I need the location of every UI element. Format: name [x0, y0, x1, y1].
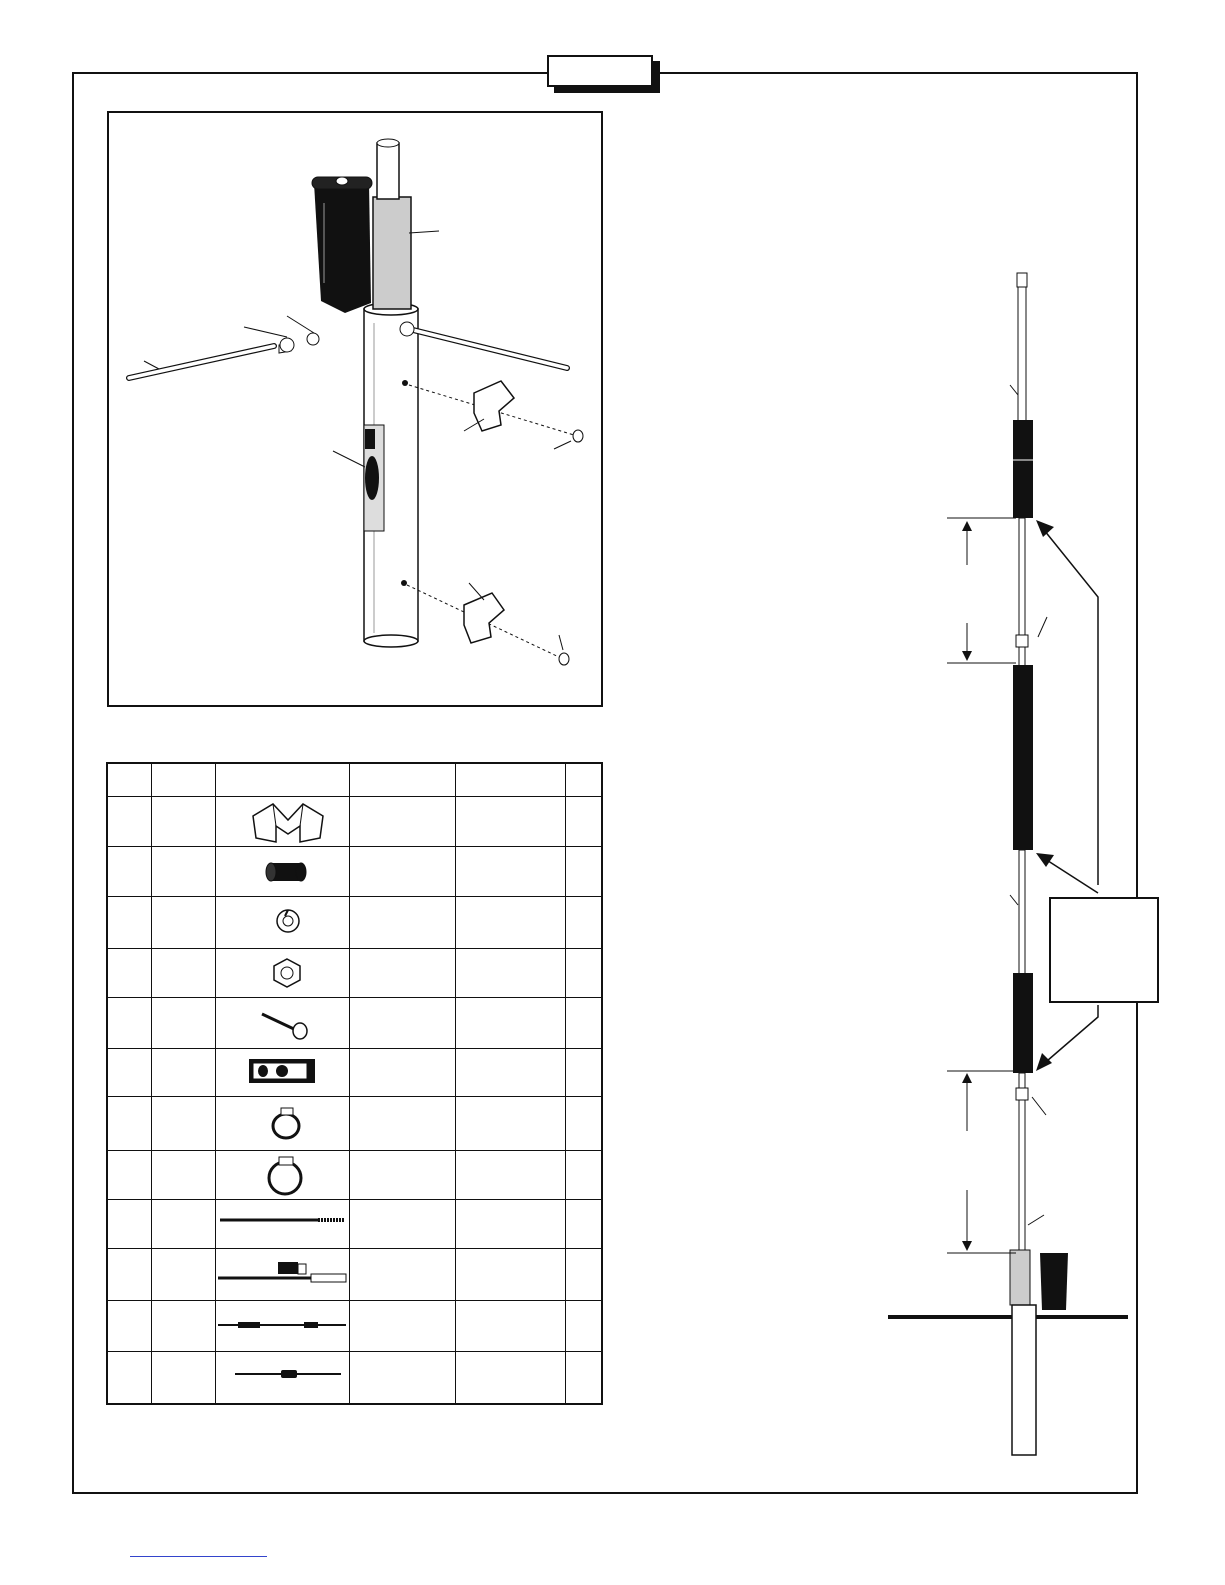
base-coil — [1040, 1253, 1068, 1310]
wood-screw-icon — [258, 1008, 314, 1040]
small-hose-clamp-icon — [268, 1104, 304, 1142]
loading-coil — [314, 183, 371, 313]
footer-link[interactable] — [130, 1556, 267, 1557]
whip-section-with-coils-icon — [216, 1318, 348, 1332]
table-row-divider — [108, 1300, 601, 1301]
upper-insulator — [373, 197, 411, 309]
upper-screw — [573, 430, 583, 442]
lower-coil — [1013, 973, 1033, 1073]
table-row-divider — [108, 948, 601, 949]
table-row-divider — [108, 1150, 601, 1151]
table-col-divider — [349, 764, 350, 1403]
top-section-with-coil-icon — [233, 1367, 343, 1381]
assembly-drawing — [109, 113, 603, 707]
table-col-divider — [215, 764, 216, 1403]
bracket-icon — [248, 798, 328, 846]
upper-bracket — [474, 381, 514, 431]
parts-table — [106, 762, 603, 1405]
table-row-divider — [108, 1199, 601, 1200]
table-col-divider — [151, 764, 152, 1403]
table-row-divider — [108, 896, 601, 897]
antenna-callout-box — [1049, 897, 1159, 1003]
lock-washer-icon — [273, 906, 303, 936]
lower-screw — [559, 653, 569, 665]
table-row-divider — [108, 1248, 601, 1249]
base-section-with-coil-icon — [216, 1256, 348, 1288]
table-row-divider — [108, 1096, 601, 1097]
title-tab — [547, 55, 653, 87]
table-col-divider — [455, 764, 456, 1403]
lower-bracket — [464, 593, 504, 643]
table-row-divider — [108, 846, 601, 847]
table-row-divider — [108, 796, 601, 797]
decal-label-icon — [247, 1056, 317, 1086]
hex-nut-icon — [271, 956, 303, 990]
large-hose-clamp-icon — [263, 1152, 307, 1198]
antenna-overview — [860, 265, 1140, 1460]
middle-coil — [1013, 665, 1033, 850]
table-row-divider — [108, 1048, 601, 1049]
insulator-sleeve-icon — [263, 860, 313, 884]
table-row-divider — [108, 1351, 601, 1352]
table-col-divider — [565, 764, 566, 1403]
radial-rod-icon — [218, 1214, 348, 1226]
assembly-illustration — [107, 111, 603, 707]
upper-coil — [1013, 420, 1033, 518]
table-row-divider — [108, 997, 601, 998]
